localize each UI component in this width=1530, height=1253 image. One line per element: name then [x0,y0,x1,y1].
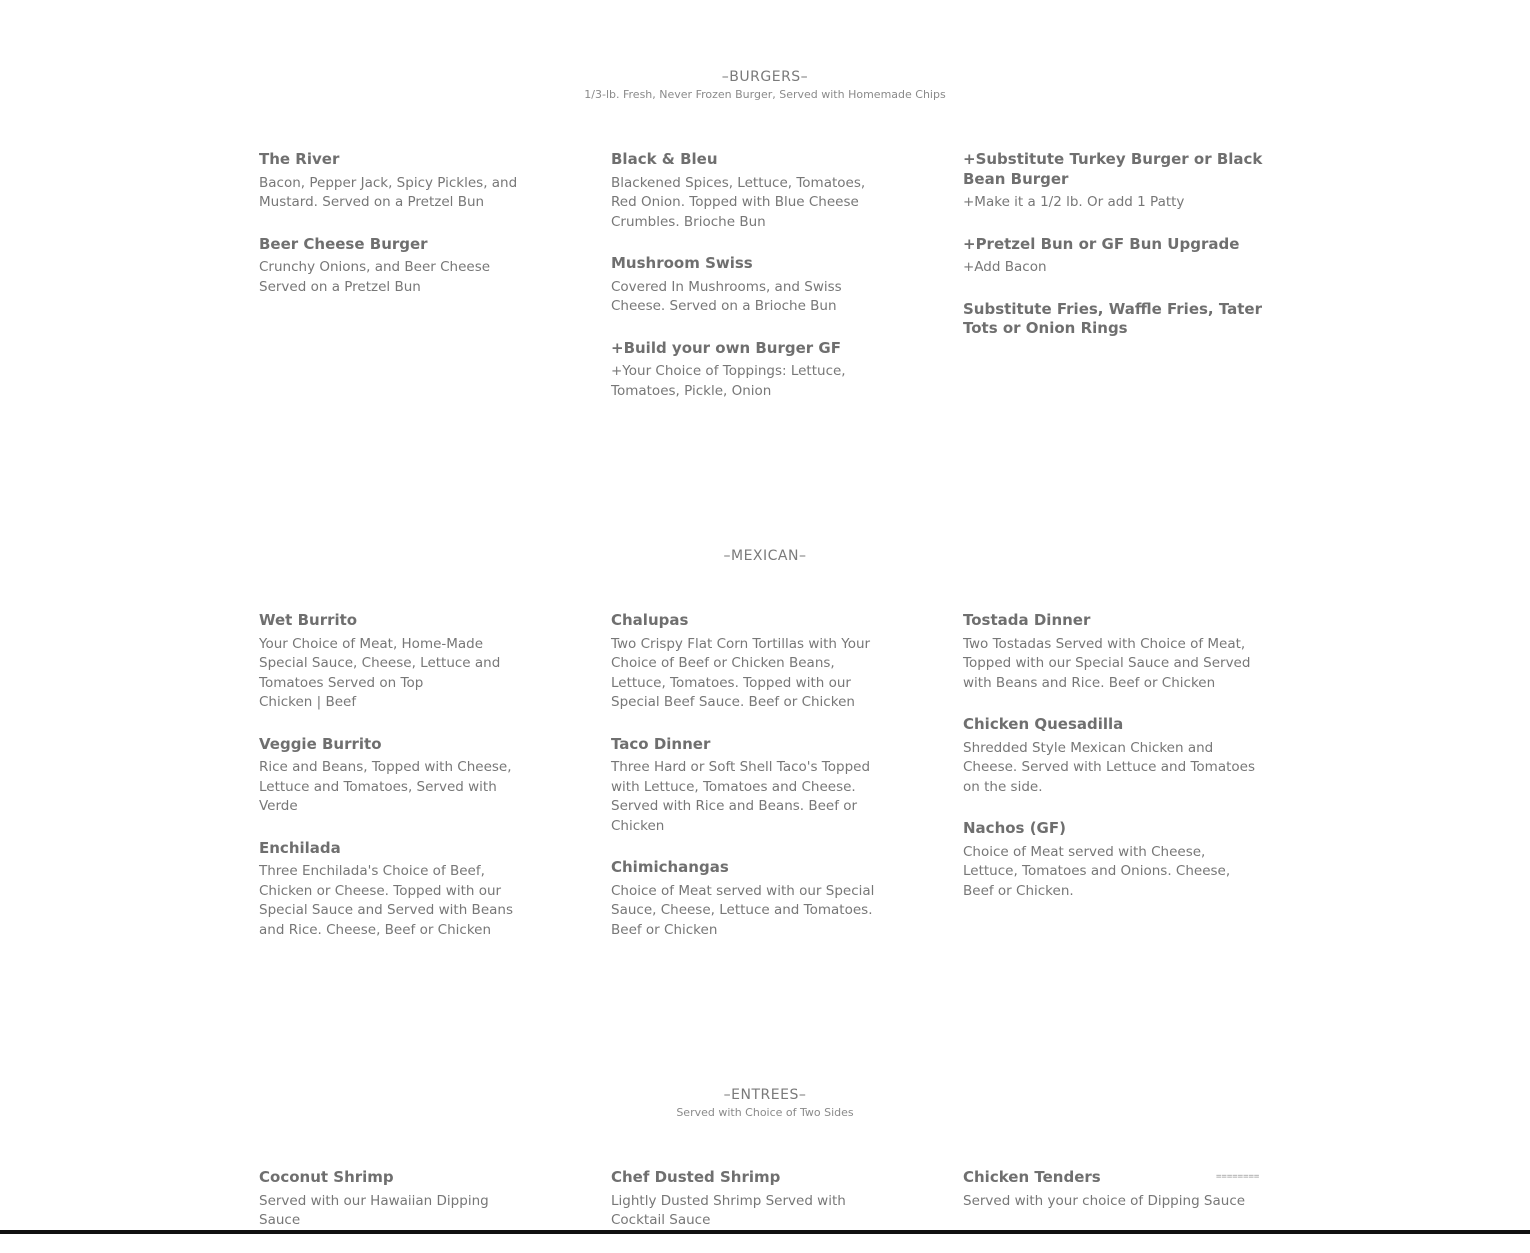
menu-item-name: Tostada Dinner [963,611,1091,629]
bottom-edge-bar [0,1230,1530,1234]
menu-item-name: Chalupas [611,611,689,629]
menu-item-description: Lightly Dusted Shrimp Served with Cocktail Sauce [611,1192,846,1228]
mexican-column-2 [611,611,876,962]
mexican-section [0,547,1530,938]
menu-item-name: +Build your own Burger GF [611,338,841,357]
menu-item-description: Your Choice of Meat, Home-Made Special Sauce, Cheese, Lettuce and Tomatoes Served on Top Chicken | Beef [259,635,501,710]
menu-item-description: Two Tostadas Served with Choice of Meat, Topped with our Special Sauce and Served with Beans and Rice. Beef or Chicken [963,635,1251,691]
menu-item [259,839,524,941]
menu-item-name: Substitute Fries, Waffle Fries, Tater Tots or Onion Rings [963,299,1263,337]
menu-item-description: Choice of Meat served with our Special Sauce, Cheese, Lettuce and Tomatoes. Beef or Chicken [611,882,875,938]
entrees-column-2 [611,1168,876,1253]
menu-item-description: Shredded Style Mexican Chicken and Cheese. Served with Lettuce and Tomatoes on the side. [963,739,1255,795]
menu-item [611,611,876,713]
burgers-column-3 [963,150,1263,361]
entrees-column-1 [259,1168,524,1253]
menu-item-name: Veggie Burrito [259,734,382,753]
menu-item-description: Served with our Hawaiian Dipping Sauce [259,1192,489,1228]
menu-item [611,254,876,317]
menu-item-name: Black & Bleu [611,150,718,168]
burgers-subtitle: 1/3-lb. Fresh, Never Frozen Burger, Served with Homemade Chips [584,88,946,101]
entrees-title: –ENTREES– [723,1087,807,1103]
menu-item-name: Coconut Shrimp [259,1168,394,1186]
menu-item [259,235,524,298]
menu-item-name: +Substitute Turkey Burger or Black Bean Burger [963,150,1263,188]
decorative-dash-mark: ======== [1216,1172,1260,1182]
menu-item-description: Choice of Meat served with Cheese, Lettuce, Tomatoes and Onions. Cheese, Beef or Chicken. [963,843,1231,899]
menu-item-name: Beer Cheese Burger [259,234,428,253]
menu-item [963,611,1263,693]
menu-item-description: Bacon, Pepper Jack, Spicy Pickles, and Mustard. Served on a Pretzel Bun [259,174,518,210]
mexican-column-1 [259,611,524,962]
menu-item-name: +Pretzel Bun or GF Bun Upgrade [963,234,1240,253]
menu-item-name: Chicken Tenders [963,1168,1101,1186]
menu-item-description: Three Enchilada's Choice of Beef, Chicken or Cheese. Topped with our Special Sauce and Served with Beans and Rice. Cheese, Beef or Chicken [259,863,513,938]
mexican-title: –MEXICAN– [723,548,807,564]
mexican-column-3 [963,611,1263,923]
menu-item-description: Rice and Beans, Topped with Cheese, Lettuce and Tomatoes, Served with Verde [259,759,512,814]
menu-item-name: Taco Dinner [611,734,711,753]
menu-item [611,858,876,940]
menu-item [259,611,524,713]
menu-item-name: Mushroom Swiss [611,254,753,272]
menu-item-description: Served with your choice of Dipping Sauce [963,1192,1246,1209]
burgers-section [0,68,1530,399]
menu-item-description: Three Hard or Soft Shell Taco's Topped with Lettuce, Tomatoes and Cheese. Served with Rice and Beans. Beef or Chicken [611,759,871,834]
mexican-header [0,547,1530,565]
burgers-header [0,68,1530,103]
menu-item [611,339,876,402]
menu-item [963,715,1263,797]
burgers-column-2 [611,150,876,423]
menu-item-description: +Add Bacon [963,259,1047,275]
entrees-header [0,1086,1530,1121]
menu-item-description: Blackened Spices, Lettuce, Tomatoes, Red Onion. Topped with Blue Cheese Crumbles. Brioche Bun [611,174,866,230]
menu-item-name: Wet Burrito [259,611,358,629]
menu-item [611,150,876,232]
menu-item-description: Crunchy Onions, and Beer Cheese Served on a Pretzel Bun [259,259,491,295]
menu-item-name: Chef Dusted Shrimp [611,1168,781,1186]
burgers-column-1 [259,150,524,319]
menu-item-description: Covered In Mushrooms, and Swiss Cheese. Served on a Brioche Bun [611,278,842,314]
menu-item-name: Chicken Quesadilla [963,715,1124,733]
burgers-title: –BURGERS– [721,69,809,85]
menu-item [259,735,524,817]
menu-item-description: Two Crispy Flat Corn Tortillas with Your Choice of Beef or Chicken Beans, Lettuce, Tomatoes. Topped with our Special Beef Sauce. Beef or Chicken [611,635,871,710]
menu-item [963,150,1263,213]
entrees-section [0,1086,1530,1228]
menu-item-description: +Your Choice of Toppings: Lettuce, Tomatoes, Pickle, Onion [611,363,846,399]
entrees-subtitle: Served with Choice of Two Sides [676,1106,854,1119]
menu-item-name: Chimichangas [611,858,729,876]
menu-item-name: The River [259,150,340,168]
menu-item-description: +Make it a 1/2 lb. Or add 1 Patty [963,194,1185,210]
menu-item [963,819,1263,901]
menu-item [611,1168,876,1231]
menu-item-name: Nachos (GF) [963,819,1066,837]
menu-item [611,735,876,837]
menu-item [259,150,524,213]
menu-item [259,1168,524,1231]
menu-item [963,300,1263,339]
menu-item [963,235,1263,278]
menu-item-name: Enchilada [259,838,341,857]
